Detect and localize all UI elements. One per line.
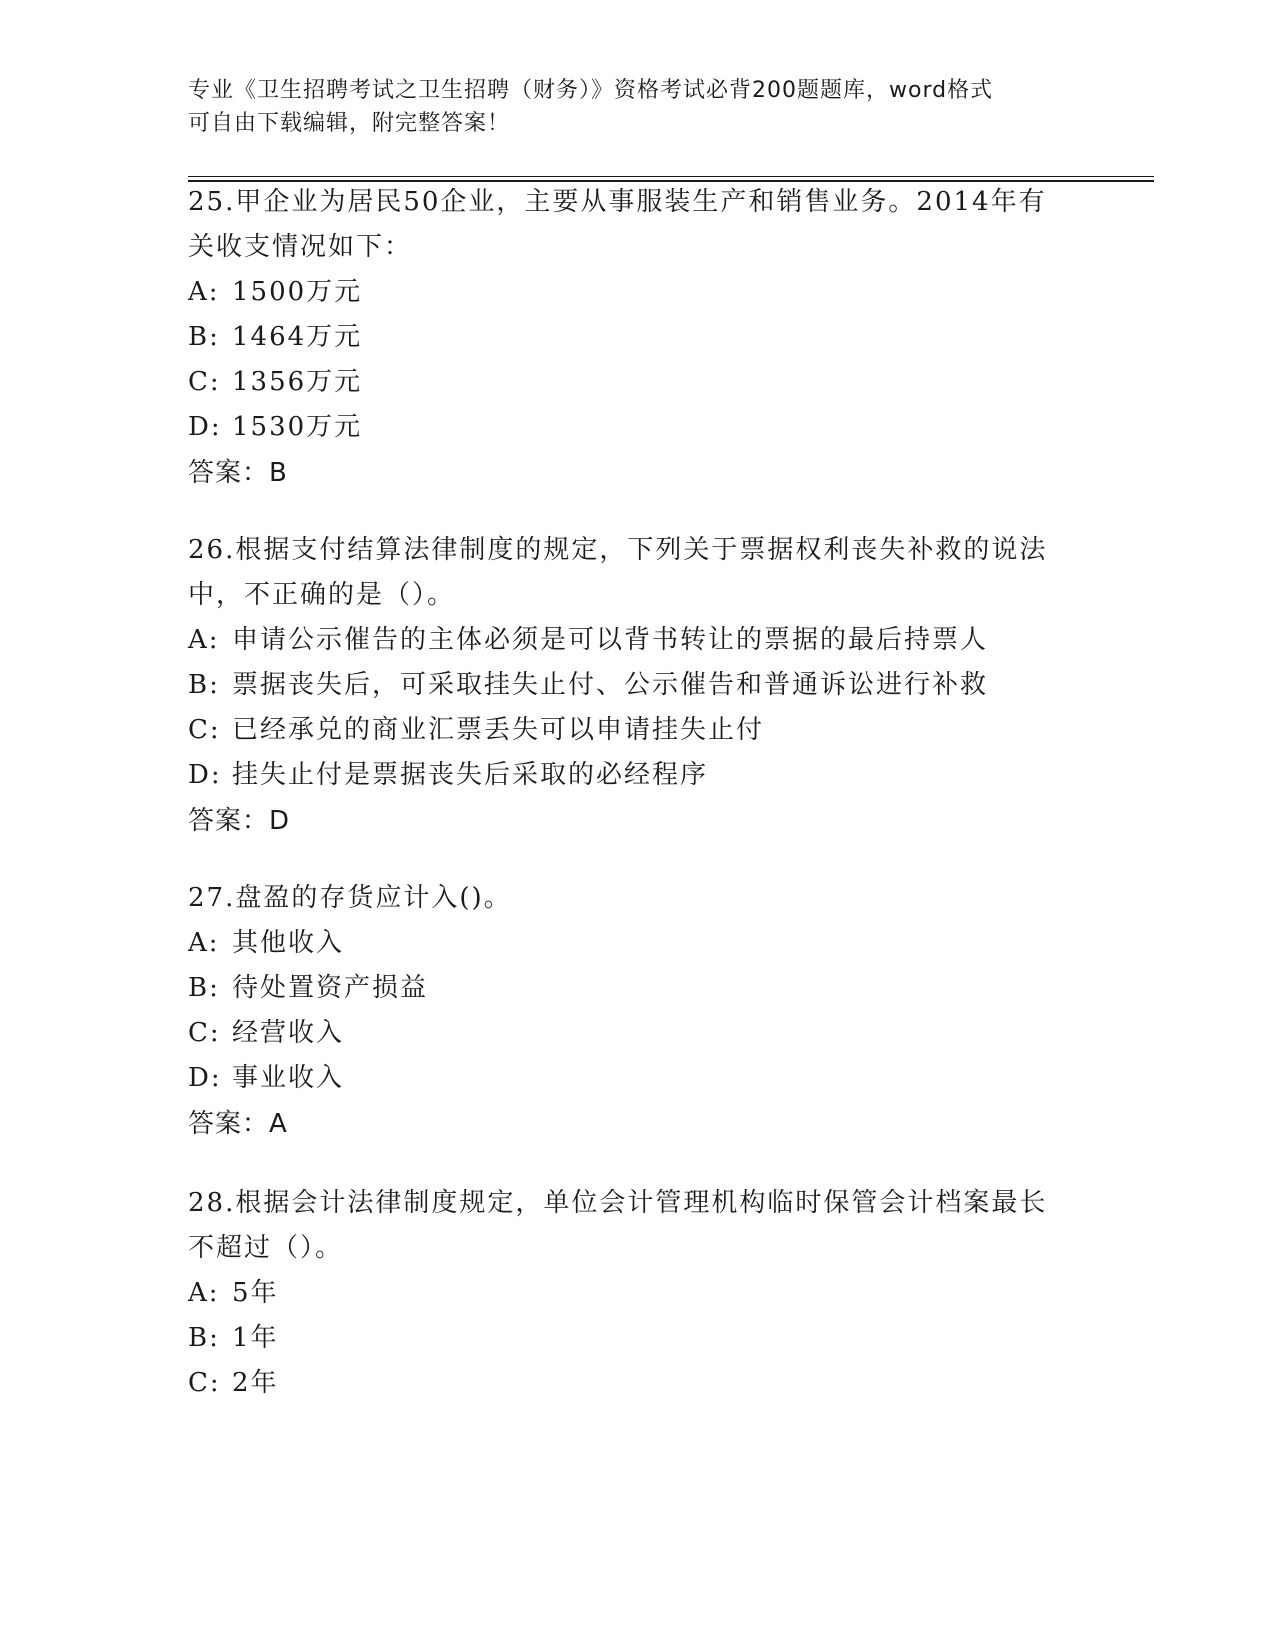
option-letter: A: — [188, 277, 220, 307]
question-25 — [188, 180, 1088, 496]
option-text: 申请公示催告的主体必须是可以背书转让的票据的最后持票人 — [232, 625, 989, 655]
option-d — [188, 405, 1088, 450]
option-text: 1356万元 — [232, 367, 363, 397]
option-letter: B: — [188, 973, 220, 1003]
question-stem — [188, 528, 1088, 618]
option-c — [188, 360, 1088, 405]
option-list — [188, 921, 1088, 1101]
option-d — [188, 1056, 1088, 1101]
question-stem-line-1: 25.甲企业为居民50企业，主要从事服装生产和销售业务。2014年有 — [188, 187, 1047, 217]
question-stem-line-2: 关收支情况如下： — [188, 232, 413, 262]
option-text: 已经承兑的商业汇票丢失可以申请挂失止付 — [232, 715, 765, 745]
option-letter: D: — [188, 760, 222, 790]
option-letter: A: — [188, 928, 220, 958]
option-b — [188, 315, 1088, 360]
option-a — [188, 921, 1088, 966]
option-text: 2年 — [232, 1368, 279, 1398]
option-text: 票据丧失后，可采取挂失止付、公示催告和普通诉讼进行补救 — [232, 670, 989, 700]
option-letter: C: — [188, 715, 221, 745]
question-stem-line-1: 28.根据会计法律制度规定，单位会计管理机构临时保管会计档案最长 — [188, 1188, 1048, 1218]
option-text: 事业收入 — [232, 1063, 345, 1093]
option-letter: B: — [188, 1323, 220, 1353]
question-stem-line-1: 27.盘盈的存货应计入()。 — [188, 883, 512, 913]
header-line-1: 专业《卫生招聘考试之卫生招聘（财务）》资格考试必背200题题库，word格式 — [188, 78, 994, 103]
option-list — [188, 270, 1088, 450]
option-letter: A: — [188, 625, 220, 655]
option-c — [188, 1011, 1088, 1056]
option-letter: B: — [188, 322, 220, 352]
question-stem-line-2: 不超过（）。 — [188, 1233, 344, 1263]
header-divider-thin — [188, 176, 1154, 177]
question-stem-line-1: 26.根据支付结算法律制度的规定，下列关于票据权利丧失补救的说法 — [188, 535, 1048, 565]
answer-line: 答案：A — [188, 1109, 288, 1139]
option-c — [188, 708, 1088, 753]
question-stem — [188, 1181, 1088, 1271]
option-letter: B: — [188, 670, 220, 700]
option-letter: C: — [188, 1018, 221, 1048]
option-text: 经营收入 — [232, 1018, 345, 1048]
option-text: 其他收入 — [232, 928, 345, 958]
question-stem — [188, 180, 1088, 270]
option-text: 挂失止付是票据丧失后采取的必经程序 — [232, 760, 709, 790]
option-letter: C: — [188, 367, 221, 397]
option-list — [188, 1271, 1088, 1406]
option-text: 1530万元 — [232, 412, 363, 442]
answer-line: 答案：B — [188, 458, 288, 488]
option-b — [188, 663, 1088, 708]
question-stem — [188, 876, 1088, 921]
answer-line: 答案：D — [188, 806, 291, 836]
question-28 — [188, 1181, 1088, 1406]
question-26 — [188, 528, 1088, 844]
option-text: 待处置资产损益 — [232, 973, 429, 1003]
option-letter: A: — [188, 1278, 220, 1308]
header-line-2: 可自由下载编辑，附完整答案！ — [188, 111, 511, 136]
option-letter: D: — [188, 412, 222, 442]
option-list — [188, 618, 1088, 798]
option-text: 5年 — [232, 1278, 279, 1308]
option-b — [188, 1316, 1088, 1361]
document-header — [188, 74, 1068, 140]
option-letter: D: — [188, 1063, 222, 1093]
option-a — [188, 270, 1088, 315]
option-a — [188, 618, 1088, 663]
question-27 — [188, 876, 1088, 1147]
option-text: 1年 — [232, 1323, 279, 1353]
option-text: 1464万元 — [232, 322, 363, 352]
option-a — [188, 1271, 1088, 1316]
option-b — [188, 966, 1088, 1011]
option-d — [188, 753, 1088, 798]
option-letter: C: — [188, 1368, 221, 1398]
question-stem-line-2: 中，不正确的是（）。 — [188, 580, 456, 610]
option-text: 1500万元 — [232, 277, 363, 307]
option-c — [188, 1361, 1088, 1406]
